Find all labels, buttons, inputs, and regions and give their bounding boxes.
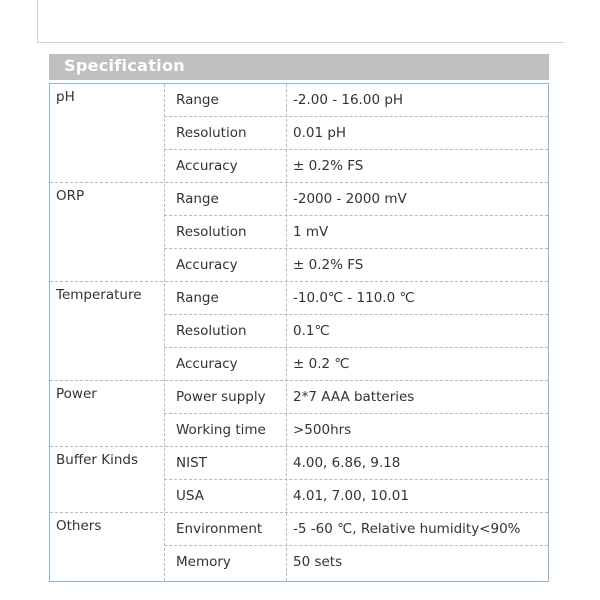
table-row [50,480,548,513]
param-cell: NIST [176,455,207,471]
category-cell: Power [56,386,97,402]
category-cell: pH [56,89,75,105]
table-row [50,84,548,117]
value-cell: 2*7 AAA batteries [293,389,415,405]
table-row [50,183,548,216]
param-cell: Range [176,191,219,207]
spec-table [49,83,549,582]
category-cell: Buffer Kinds [56,452,139,468]
table-row [50,546,548,579]
value-cell: -10.0℃ - 110.0 ℃ [293,290,415,306]
param-cell: Accuracy [176,158,238,174]
top-rule [37,0,564,43]
table-row [50,315,548,348]
param-cell: Resolution [176,125,247,141]
spec-title: Specification [64,56,185,75]
table-row [50,414,548,447]
value-cell: -2000 - 2000 mV [293,191,407,207]
table-row [50,513,548,546]
param-cell: Accuracy [176,257,238,273]
value-cell: 0.1℃ [293,323,330,339]
param-cell: Memory [176,554,231,570]
param-cell: Power supply [176,389,266,405]
category-cell: Others [56,518,102,534]
table-row [50,447,548,480]
value-cell: 4.00, 6.86, 9.18 [293,455,401,471]
table-row [50,348,548,381]
spec-header [49,54,549,80]
param-cell: Range [176,92,219,108]
value-cell: -5 -60 ℃, Relative humidity<90% [293,521,521,537]
value-cell: 1 mV [293,224,329,240]
value-cell: 50 sets [293,554,343,570]
table-row [50,282,548,315]
value-cell: ± 0.2% FS [293,257,364,273]
param-cell: Resolution [176,323,247,339]
category-cell: ORP [56,188,85,204]
value-cell: 4.01, 7.00, 10.01 [293,488,409,504]
param-cell: Environment [176,521,263,537]
table-row [50,216,548,249]
param-cell: Range [176,290,219,306]
param-cell: USA [176,488,204,504]
table-row [50,381,548,414]
table-row [50,249,548,282]
value-cell: -2.00 - 16.00 pH [293,92,404,108]
table-row [50,117,548,150]
param-cell: Working time [176,422,266,438]
table-row [50,150,548,183]
param-cell: Resolution [176,224,247,240]
value-cell: 0.01 pH [293,125,347,141]
category-cell: Temperature [56,287,142,303]
value-cell: ± 0.2% FS [293,158,364,174]
value-cell: ± 0.2 ℃ [293,356,350,372]
value-cell: >500hrs [293,422,352,438]
param-cell: Accuracy [176,356,238,372]
